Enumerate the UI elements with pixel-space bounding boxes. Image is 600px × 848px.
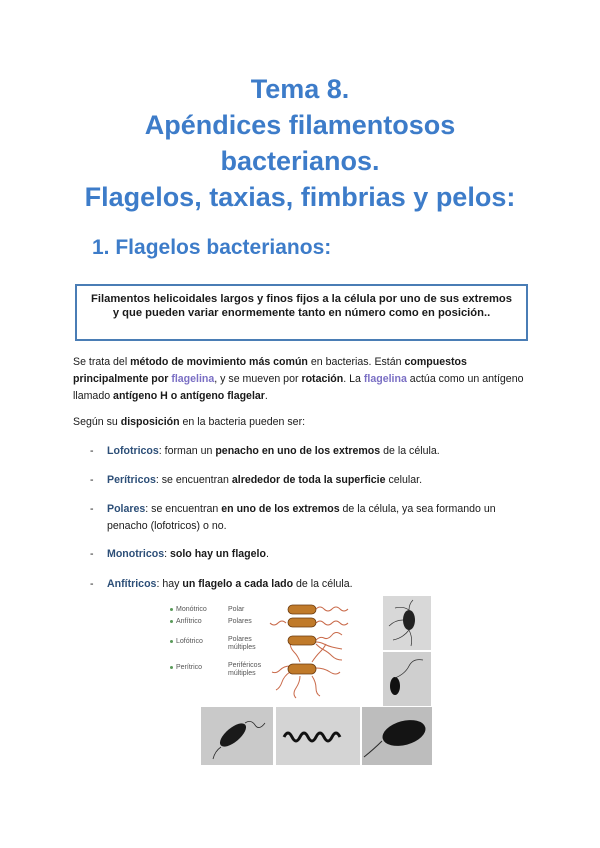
flagella-diagram	[168, 600, 378, 700]
title-line-4: Flagelos, taxias, fimbrias y pelos:	[84, 182, 516, 212]
micrograph-spiral	[276, 707, 360, 765]
diagram-label-polares: Polares	[228, 618, 252, 625]
diagram-label-anfitrico: Anfítrico	[176, 618, 202, 625]
micrograph-monotrico	[383, 652, 431, 706]
definition-box	[75, 284, 528, 341]
diagram-label-polares-multiples: Polares múltiples	[228, 636, 256, 651]
definition-text: Filamentos helicoidales largos y finos fijos a la célula por uno de sus extremos y que pueden variar enormemente tanto en número como en posición..	[91, 293, 512, 319]
intro-paragraph: Se trata del método de movimiento más común en bacterias. Están compuestos principalmente por flagelina, y se mueven por rotación. La flagelina actúa como un antígeno llamado antígeno H o antígeno flagelar.	[73, 356, 524, 402]
diagram-label-perifericos: Periféricos múltiples	[228, 662, 262, 677]
micrograph-polar	[362, 707, 432, 765]
disposition-paragraph: Según su disposición en la bacteria pueden ser:	[73, 416, 306, 428]
micrograph-lofotrico	[383, 596, 431, 650]
diagram-label-polar: Polar	[228, 606, 245, 613]
diagram-label-monotrico: Monótrico	[176, 606, 207, 613]
diagram-label-lofotrico: Lofótrico	[176, 638, 203, 645]
diagram-label-peritrico: Perítrico	[176, 664, 203, 671]
section-heading: 1. Flagelos bacterianos:	[92, 236, 332, 259]
micrograph-anfitrico	[201, 707, 273, 765]
flagella-arrangement-drawings	[168, 600, 378, 700]
title-line-3: bacterianos.	[220, 146, 380, 176]
title-line-1: Tema 8.	[250, 74, 350, 104]
title-line-2: Apéndices filamentosos	[144, 110, 456, 140]
